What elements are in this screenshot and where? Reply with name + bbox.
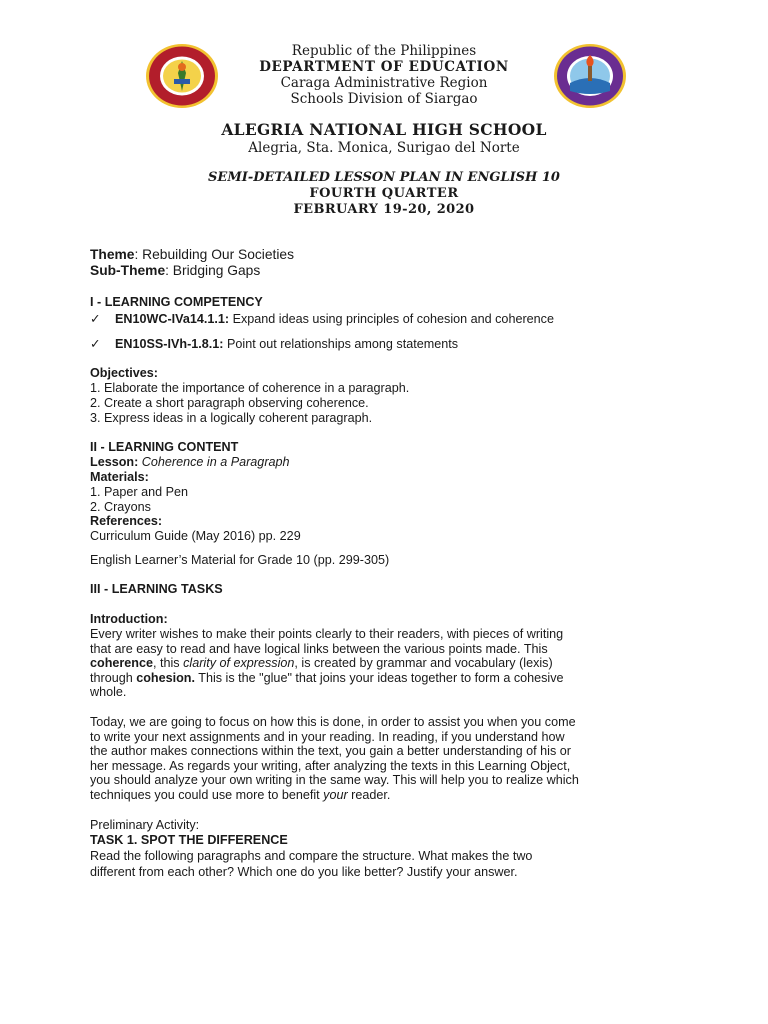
objectives-heading: Objectives: [90, 366, 158, 380]
today-paragraph: Today, we are going to focus on how this is done, in order to assist you when you come to write your next assignments and in your reading. In reading, if you understand how the author makes connections within the text, you gain a better understanding of his or her message. As regards your writing, after analyzing the texts in this Learning Object, you should analyze your own writing in the same way. This will help you to realize which techniques you could use more to benefit your reader. [90, 715, 579, 802]
theme-value: Rebuilding Our Societies [142, 247, 295, 262]
theme-line: Theme: Rebuilding Our Societies [90, 247, 295, 262]
department-line: DEPARTMENT OF EDUCATION [259, 59, 509, 75]
region-line: Caraga Administrative Region [280, 75, 488, 91]
theme-label: Theme [90, 247, 135, 262]
reference-item: English Learner’s Material for Grade 10 (pp. 299-305) [90, 553, 390, 567]
materials-heading: Materials: [90, 470, 149, 484]
objective-item: 1. Elaborate the importance of coherence in a paragraph. [90, 381, 410, 395]
division-line: Schools Division of Siargao [290, 91, 478, 107]
tasks-heading: III - LEARNING TASKS [90, 582, 223, 596]
school-address: Alegria, Sta. Monica, Surigao del Norte [248, 140, 520, 156]
subtheme-line: Sub-Theme: Bridging Gaps [90, 263, 261, 278]
competency-item-2: EN10SS-IVh-1.8.1: Point out relationships among statements [115, 337, 459, 351]
subtheme-value: Bridging Gaps [172, 263, 261, 278]
date-line: FEBRUARY 19-20, 2020 [293, 202, 475, 217]
objective-item: 2. Create a short paragraph observing coherence. [90, 396, 369, 410]
material-item: 2. Crayons [90, 500, 151, 514]
quarter-line: FOURTH QUARTER [309, 186, 459, 201]
competency-item-1: EN10WC-IVa14.1.1: Expand ideas using principles of cohesion and coherence [115, 312, 554, 326]
republic-line: Republic of the Philippines [291, 43, 477, 59]
material-item: 1. Paper and Pen [90, 485, 189, 499]
objective-item: 3. Express ideas in a logically coherent paragraph. [90, 411, 373, 425]
school-name: ALEGRIA NATIONAL HIGH SCHOOL [221, 120, 547, 139]
introduction-heading: Introduction: [90, 612, 168, 626]
preliminary-activity-label: Preliminary Activity: [90, 818, 200, 832]
reference-item: Curriculum Guide (May 2016) pp. 229 [90, 529, 301, 543]
references-heading: References: [90, 514, 163, 528]
check-icon: ✓ [90, 337, 101, 351]
task1-heading: TASK 1. SPOT THE DIFFERENCE [90, 833, 288, 847]
subtheme-label: Sub-Theme [90, 263, 166, 278]
lesson-plan-title: SEMI-DETAILED LESSON PLAN IN ENGLISH 10 [208, 170, 560, 185]
content-heading: II - LEARNING CONTENT [90, 440, 239, 454]
introduction-paragraph: Every writer wishes to make their points clearly to their readers, with pieces of writing that are easy to read and have logical links between the various points made. This coherence, this clarity of expression, is created by grammar and vocabulary (lexis) through cohesion. This is the "glue" that joins your ideas together to form a cohesive whole. [90, 627, 564, 700]
check-icon: ✓ [90, 312, 101, 326]
task1-instructions: Read the following paragraphs and compare the structure. What makes the two different from each other? Which one do you like better? Justify your answer. [90, 849, 533, 879]
competency-heading: I - LEARNING COMPETENCY [90, 295, 263, 309]
lesson-line: Lesson: Coherence in a Paragraph [90, 455, 290, 469]
